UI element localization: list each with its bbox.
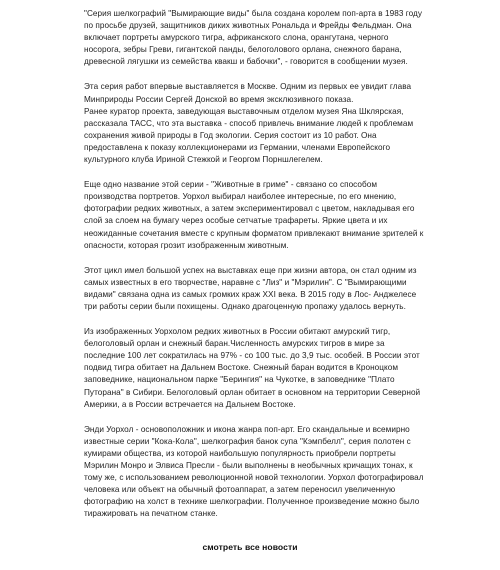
all-news-link[interactable]: смотреть все новости — [202, 542, 298, 552]
more-news-container — [0, 542, 500, 552]
article-paragraph: Энди Уорхол - основоположник и икона жанра поп-арт. Его скандальные и всемирно известные серии "Кока-Кола", шелкография банок супа "Кэмпбелл", серия полотен с кумирами общества, из которой наибольшую популярность приобрели портреты Мэрилин Монро и Элвиса Пресли - были выполнены в необычных кричащих тонах, к тому же, с использованием революционной новой технологии. Уорхол фотографировал человека или объект на обычный фотоаппарат, а затем переносил увеличенную фотографию на холст в технике шелкографии. Полученное произведение можно было тиражировать на печатном станке. — [84, 424, 424, 519]
article-paragraph: Этот цикл имел большой успех на выставках еще при жизни автора, он стал одним из самых известных в его творчестве, наравне с "Лиз" и "Мэрилин". С "Вымирающими видами" связана одна из самых громких краж XXI века. В 2015 году в Лос- Анджелесе три работы серии были похищены. Однако драгоценную пропажу удалось вернуть. — [84, 265, 417, 311]
article-paragraph: Эта серия работ впервые выставляется в Москве. Одним из первых ее увидит глава Минприроды России Сергей Донской во время эксклюзивного показа. Ранее куратор проекта, заведующая выставочным отделом музея Яна Шклярская, рассказала ТАСС, что эта выставка - способ привлечь внимание людей к проблемам сохранения живой природы в Год экологии. Серия состоит из 10 работ. Она предоставлена к показу коллекционерами из Германии, членами Европейского культурного клуба Ириной Стежкой и Георгом Порншлегелем. — [84, 82, 414, 165]
article-paragraph: "Серия шелкографий "Вымирающие виды" была создана королем поп-арта в 1983 году по просьбе друзей, защитников диких животных Рональда и Фрейды Фельдман. Она включает портреты амурского тигра, африканского слона, орангутана, черного носорога, зебры Греви, гигантской панды, белоголового орлана, снежного барана, древесной лягушки из семейства квакш и бабочки", - говорится в сообщении музея. — [84, 9, 423, 67]
article-paragraph: Из изображенных Уорхолом редких животных в России обитают амурский тигр, белоголовый орлан и снежный баран.Численность амурских тигров в мире за последние 100 лет сократилась на 97% - со 100 тыс. до 3,9 тыс. особей. В России этот подвид тигра обитает на Дальнем Востоке. Снежный баран водится в Кроноцком заповеднике, национальном парке "Берингия" на Чукотке, в заповеднике "Плато Путорана" в Сибири. Белоголовый орлан обитает в основном на территории Северной Америки, а в России встречается на Дальнем Востоке. — [84, 327, 421, 409]
article-paragraph: Еще одно название этой серии - "Животные в гриме" - связано со способом производства портретов. Уорхол выбирал наиболее интересные, по его мнению, фотографии редких животных, а затем экспериментировал с цветом, накладывая его слой за слоем на бумагу через особые сетчатые трафареты. Яркие цвета и их неожиданные сочетания вместе с крупным форматом привлекают внимание зрителей к опасности, которая грозит изображенным животным. — [84, 180, 424, 250]
article-body — [84, 8, 492, 533]
